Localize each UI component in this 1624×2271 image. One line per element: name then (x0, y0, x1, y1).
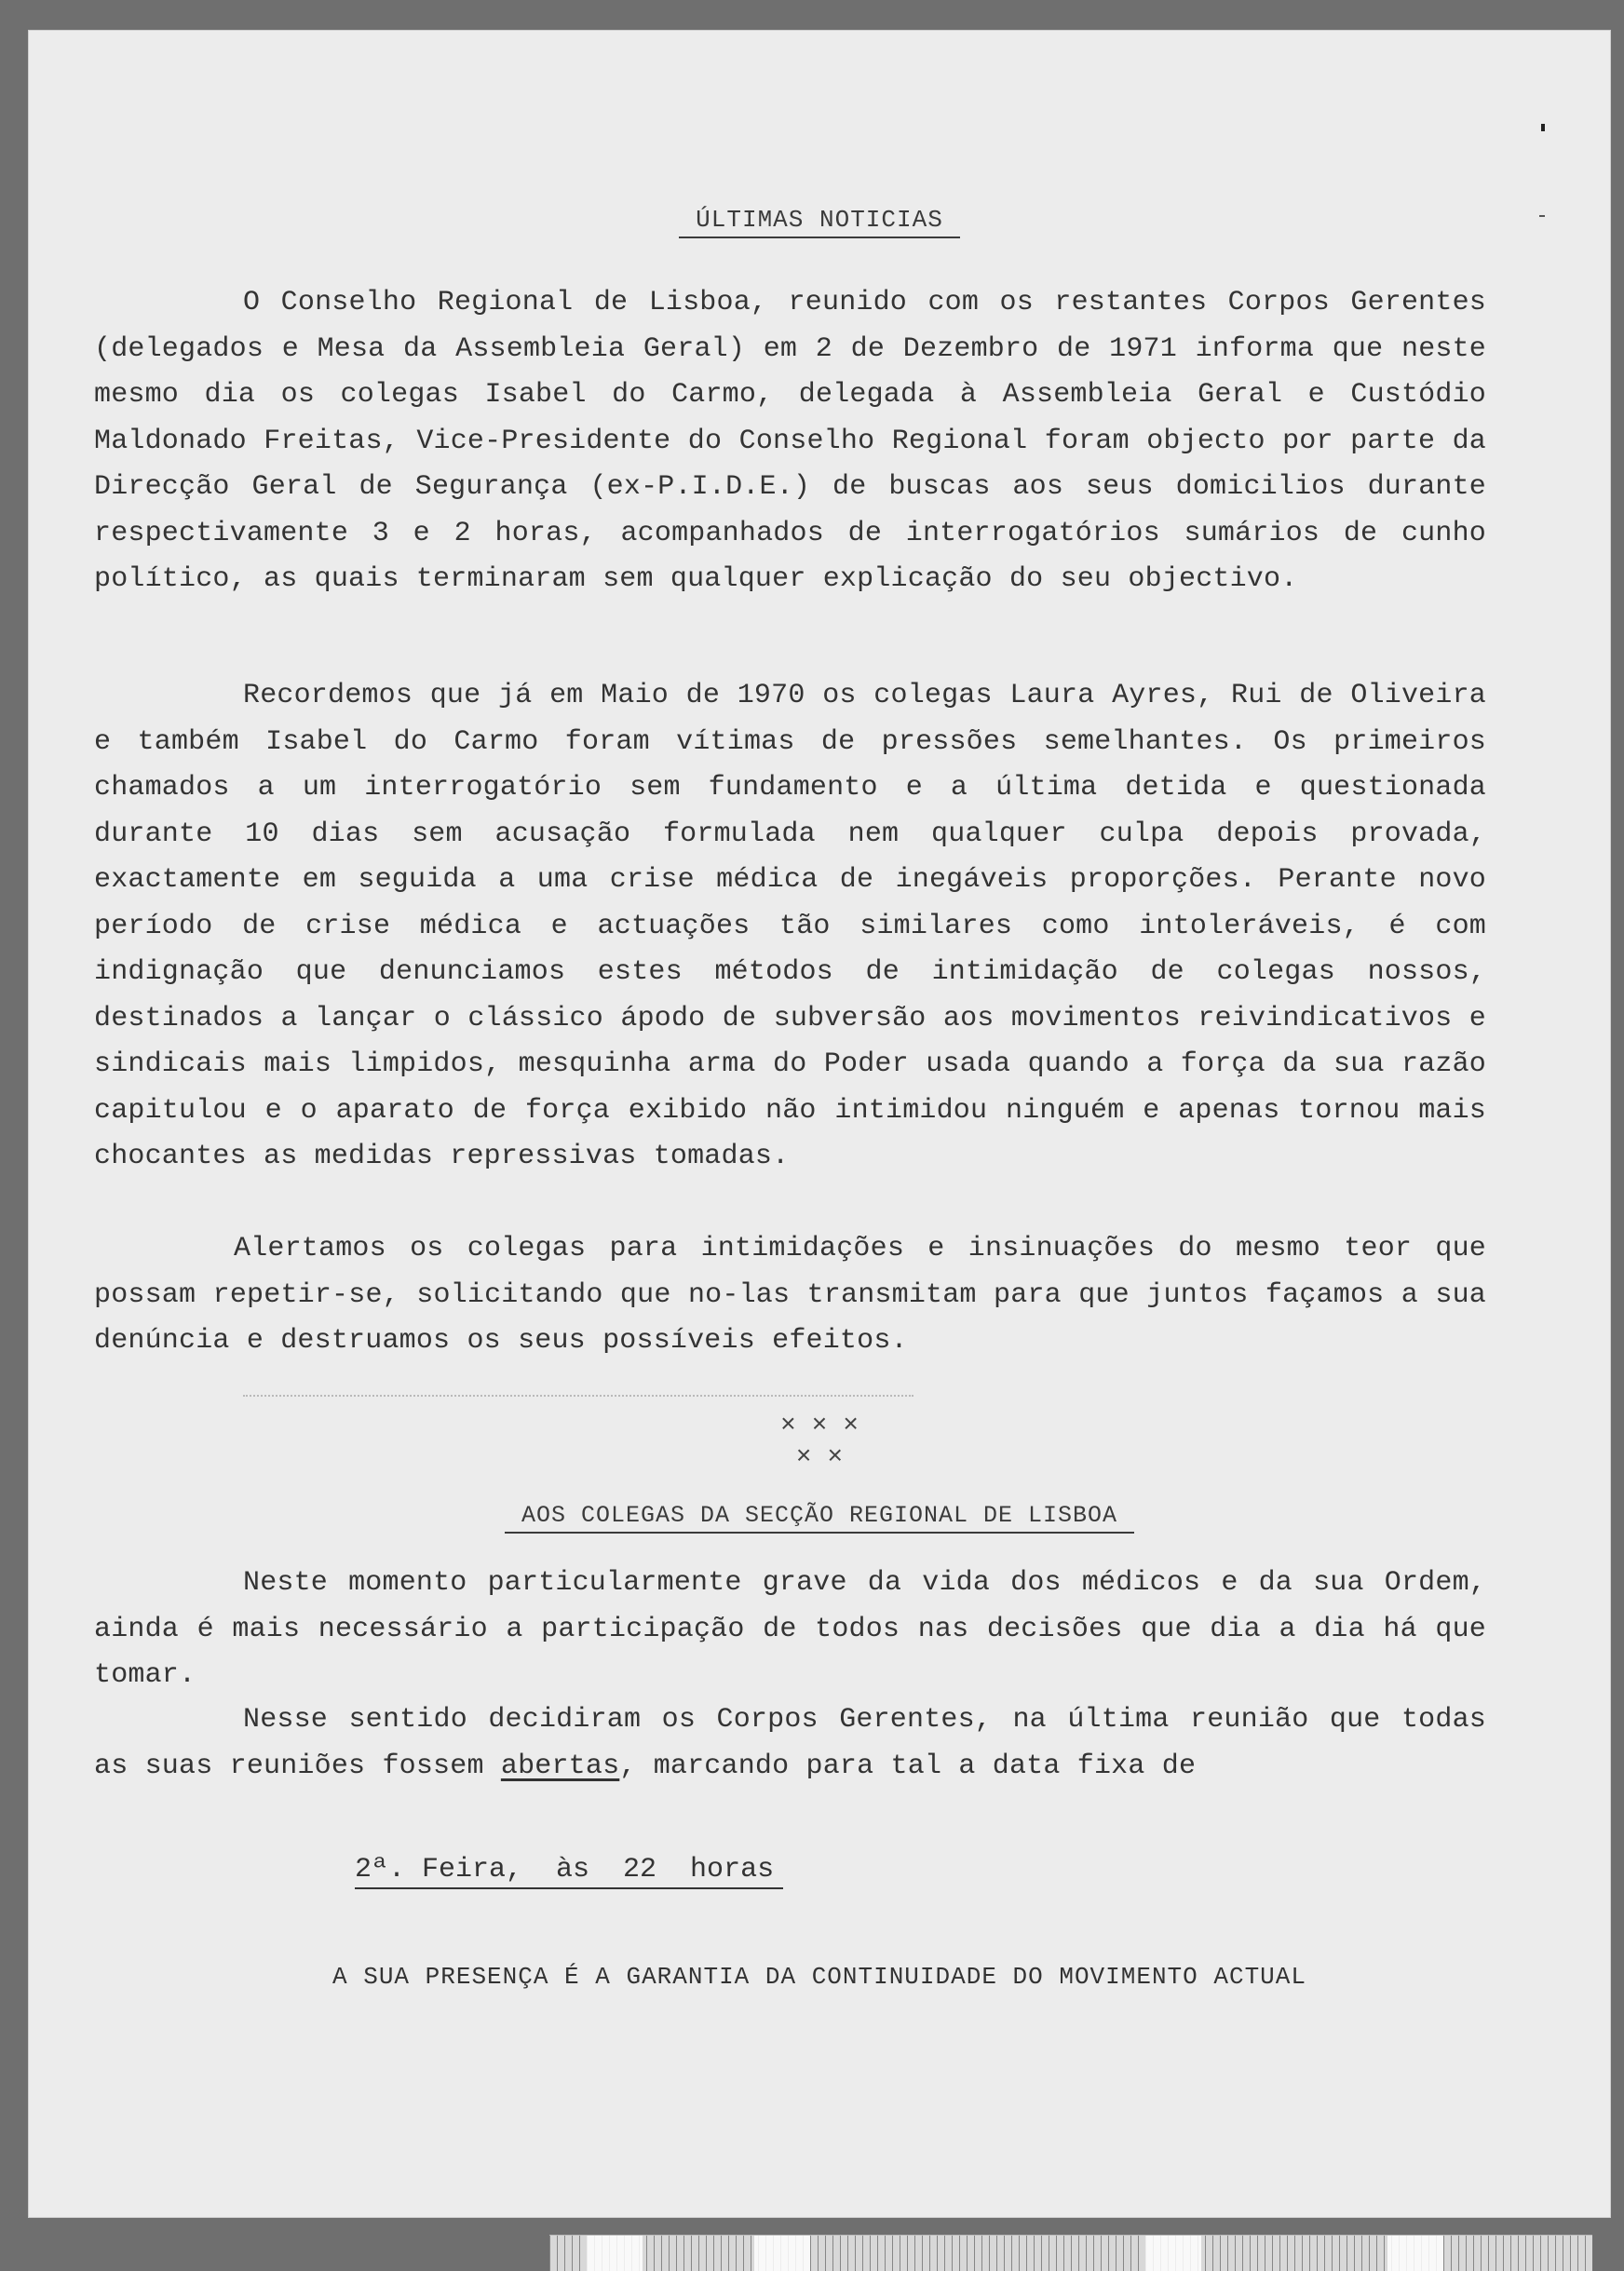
section-paragraph-1: Neste momento particularmente grave da vida dos médicos e da sua Ordem, ainda é mais necessário a participação de todos nas decisões que dia a dia há que tomar. (94, 1567, 1486, 1691)
scale-segment (1145, 2236, 1201, 2271)
paragraph-3: Alertamos os colegas para intimidações e insinuações do mesmo teor que possam repetir-se, solicitando que no-las transmitam para que juntos façamos a sua denúncia e destruamos os seus possíveis efeitos. (94, 1233, 1486, 1357)
paragraph-1: O Conselho Regional de Lisboa, reunido com os restantes Corpos Gerentes (delegados e Mesa da Assembleia Geral) em 2 de Dezembro de 1971 informa que neste mesmo dia os colegas Isabel do Carmo, delegada à Assembleia Geral e Custódio Maldonado Freitas, Vice-Presidente do Conselho Regional foram objecto por parte da Direcção Geral de Segurança (ex-P.I.D.E.) de buscas aos seus domicilios durante respectivamente 3 e 2 horas, acompanhados de interrogatórios sumários de cunho político, as quais terminaram sem qualquer explicação do seu objectivo. (94, 287, 1486, 595)
margin-mark (1541, 124, 1545, 131)
section-title (29, 1502, 1610, 1529)
section-paragraph-2 (94, 1697, 1486, 1790)
scale-segment (1387, 2236, 1443, 2271)
section-paragraph-2-emphasis: abertas (500, 1750, 620, 1782)
separator-line-2: × × (795, 1443, 844, 1472)
separator-line-1: × × × (779, 1412, 859, 1440)
color-scale-strip (549, 2235, 1592, 2271)
section-paragraph-2-after: , marcando para tal a data fixa de (619, 1750, 1197, 1782)
closing-statement: A SUA PRESENÇA É A GARANTIA DA CONTINUIDADE DO MOVIMENTO ACTUAL (332, 1963, 1306, 1991)
document-page (28, 30, 1611, 2218)
scale-segment (754, 2236, 810, 2271)
page-content (29, 31, 1610, 2217)
meeting-time-text: 2ª. Feira, às 22 horas (355, 1854, 783, 1889)
section-title-text: AOS COLEGAS DA SECÇÃO REGIONAL DE LISBOA (505, 1502, 1134, 1534)
meeting-time (355, 1854, 783, 1886)
document-title-text: ÚLTIMAS NOTICIAS (679, 206, 960, 238)
section-paragraph-2-before: Nesse sentido decidiram os Corpos Gerentes, na última reunião que todas as suas reuniões fossem (94, 1704, 1486, 1782)
document-title (29, 206, 1610, 234)
dotted-divider (243, 1395, 914, 1397)
paragraph-2: Recordemos que já em Maio de 1970 os colegas Laura Ayres, Rui de Oliveira e também Isabel do Carmo foram vítimas de pressões semelhantes. Os primeiros chamados a um interrogatório sem fundamento e a última detida e questionada durante 10 dias sem acusação formulada nem qualquer culpa depois provada, exactamente em seguida a uma crise médica de inegáveis proporções. Perante novo período de crise médica e actuações tão similares como intoleráveis, é com indignação que denunciamos estes métodos de intimidação de colegas nossos, destinados a lançar o clássico ápodo de subversão aos movimentos reivindicativos e sindicais mais limpidos, mesquinha arma do Poder usada quando a força da sua razão capitulou e o aparato de força exibido não intimidou ninguém e apenas tornou mais chocantes as medidas repressivas tomadas. (94, 680, 1486, 1172)
scale-segment (587, 2236, 643, 2271)
